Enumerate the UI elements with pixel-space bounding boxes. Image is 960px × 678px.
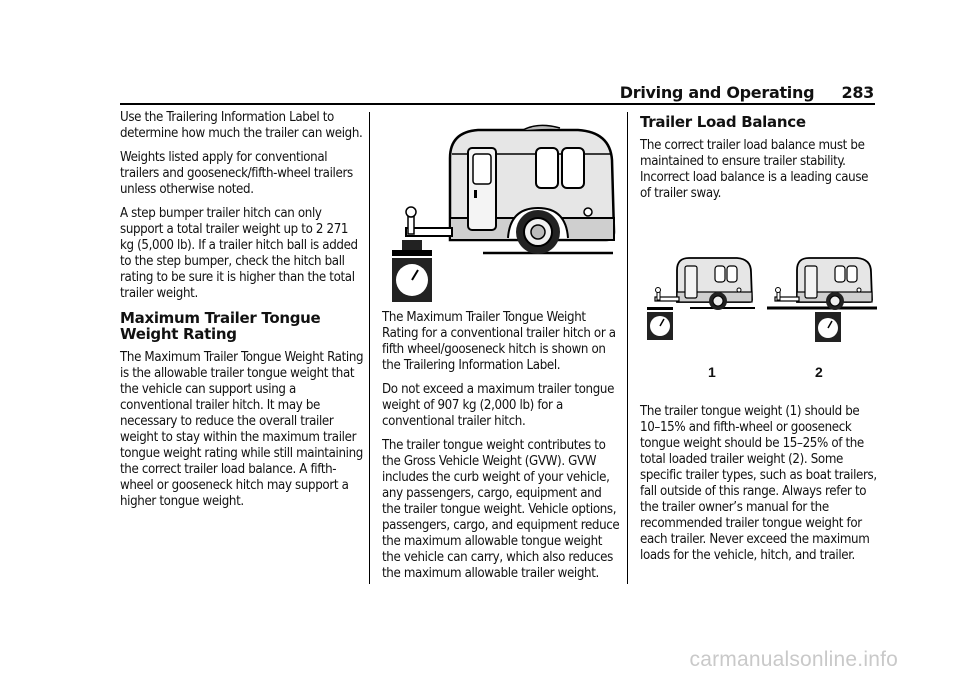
column-3-continued	[640, 404, 880, 572]
paragraph: The correct trailer load balance must be maintained to ensure trailer stability. Incorrect load balance is a leading cause of trailer sway.	[640, 138, 869, 201]
trailer-pair-icon	[645, 252, 885, 352]
paragraph: Do not exceed a maximum trailer tongue weight of 907 kg (2,000 lb) for a conventional trailer hitch.	[382, 382, 615, 429]
column-1	[120, 110, 365, 518]
column-3	[640, 110, 880, 210]
column-divider-1	[369, 112, 370, 584]
figure-label-1: 1	[708, 364, 716, 380]
running-header	[620, 83, 874, 102]
section-heading: Maximum Trailer Tongue Weight Rating	[120, 309, 321, 343]
figure-label-2: 2	[815, 364, 823, 380]
section-heading: Trailer Load Balance	[640, 113, 806, 131]
paragraph: Weights listed apply for conventional trailers and gooseneck/fifth-wheel trailers unless otherwise noted.	[120, 150, 353, 197]
header-rule	[120, 103, 875, 105]
trailer-load-balance-illustration	[645, 252, 885, 356]
page-number: 283	[841, 83, 874, 102]
paragraph: A step bumper trailer hitch can only support a total trailer weight up to 2 271 kg (5,000 lb). If a trailer hitch ball is added to the step bumper, check the hitch ball rating to be sure it is higher than the total trailer weight.	[120, 206, 358, 301]
trailer-icon	[388, 120, 628, 305]
paragraph: The trailer tongue weight contributes to the Gross Vehicle Weight (GVW). GVW includes the curb weight of your vehicle, any passengers, cargo, equipment and the trailer tongue weight. Vehicle options, passengers, cargo, and equipment reduce the maximum allowable tongue weight the vehicle can carry, which also reduces the maximum allowable trailer weight.	[382, 438, 620, 581]
watermark: carmanualsonline.info	[689, 648, 898, 671]
section-title: Driving and Operating	[619, 83, 815, 102]
paragraph: The Maximum Trailer Tongue Weight Rating is the allowable trailer tongue weight that the vehicle can support using a conventional trailer hitch. It may be necessary to reduce the overall trailer weight to stay within the maximum trailer tongue weight rating while still maintaining the correct trailer load balance. A fifth-wheel or gooseneck hitch may support a higher tongue weight.	[120, 350, 364, 509]
paragraph: The trailer tongue weight (1) should be 10–15% and fifth-wheel or gooseneck tongue weight should be 15–25% of the total loaded trailer weight (2). Some specific trailer types, such as boat trailers, fall outside of this range. Always refer to the trailer owner’s manual for the recommended trailer tongue weight for each trailer. Never exceed the maximum loads for the vehicle, hitch, and trailer.	[640, 404, 877, 563]
figure-caption: The Maximum Trailer Tongue Weight Rating for a conventional trailer hitch or a fifth wheel/gooseneck hitch is shown on the Trailering Information Label.	[382, 310, 616, 373]
column-2	[382, 310, 622, 590]
trailer-tongue-weight-illustration	[388, 120, 628, 309]
paragraph: Use the Trailering Information Label to determine how much the trailer can weigh.	[120, 110, 363, 141]
